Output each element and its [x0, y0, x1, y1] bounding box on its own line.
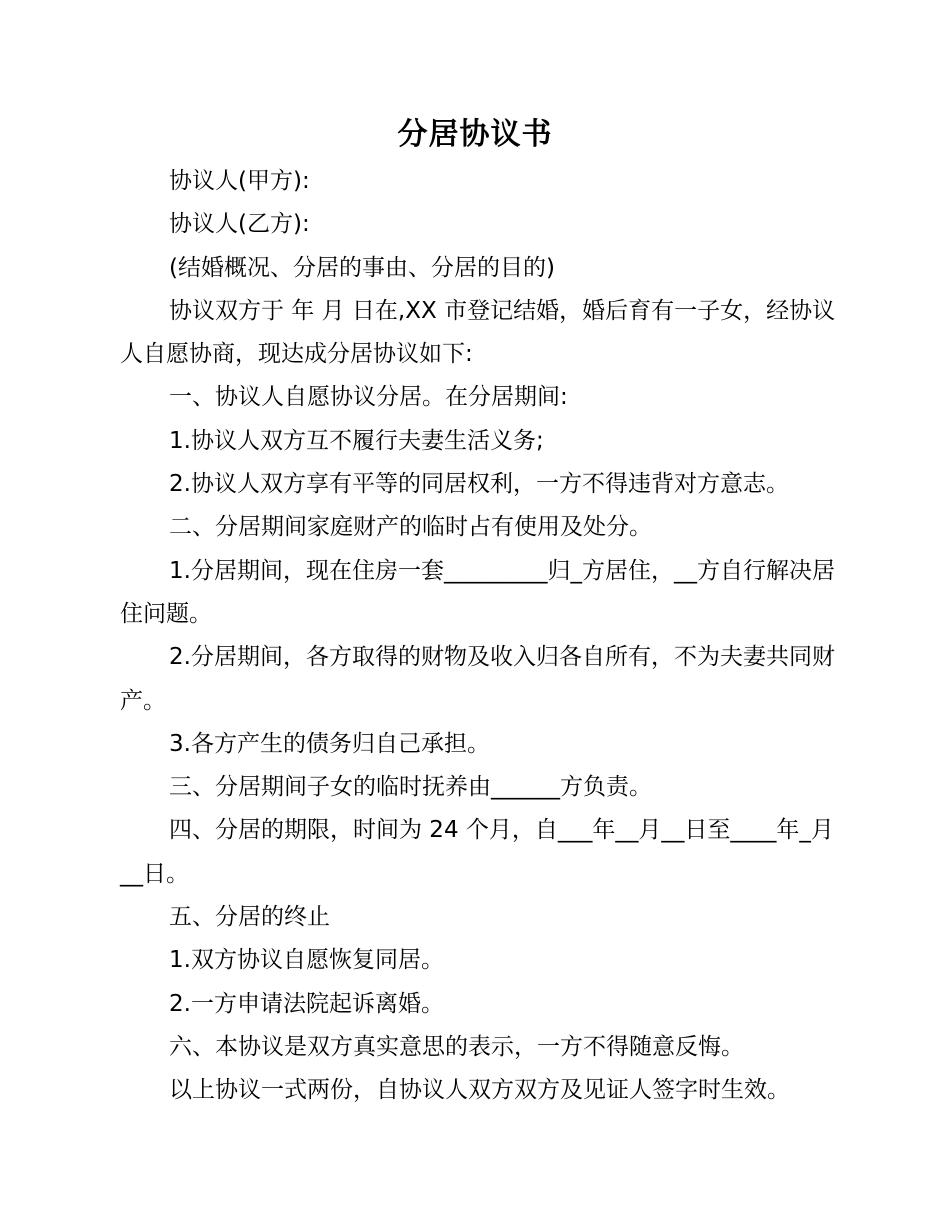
document-title: 分居协议书 [397, 117, 553, 152]
clause-3: 三、分居期间子女的临时抚养由______方负责。 [169, 774, 652, 801]
clause-2-heading: 二、分居期间家庭财产的临时占有使用及处分。 [169, 514, 652, 541]
intro-paragraph: 协议双方于 年 月 日在,XX 市登记结婚，婚后育有一子女，经协议人自愿协商，现达成分居协议如下: [120, 297, 836, 368]
clause-2-item-3: 3.各方产生的债务归自己承担。 [169, 730, 490, 757]
party-a-line: 协议人(甲方): [169, 168, 310, 194]
clause-1-item-1: 1.协议人双方互不履行夫妻生活义务; [169, 427, 544, 454]
clause-6: 六、本协议是双方真实意思的表示，一方不得随意反悔。 [169, 1033, 744, 1060]
clause-1-item-2: 2.协议人双方享有平等的同居权利，一方不得违背对方意志。 [169, 471, 789, 498]
closing-paragraph: 以上协议一式两份，自协议人双方双方及见证人签字时生效。 [169, 1077, 790, 1104]
clause-2-item-1: 1.分居期间，现在住房一套_________归_方居住，__方自行解决居住问题。 [120, 557, 835, 627]
party-b-line: 协议人(乙方): [169, 211, 310, 238]
document-body [120, 160, 840, 1113]
clause-5-item-2: 2.一方申请法院起诉离婚。 [169, 990, 444, 1017]
clause-4: 四、分居的期限，时间为 24 个月，自___年__月__日至____年_月__日。 [120, 817, 834, 887]
clause-5-item-1: 1.双方协议自愿恢复同居。 [169, 947, 444, 974]
marriage-overview-note: (结婚概况、分居的事由、分居的目的) [169, 254, 555, 281]
clause-2-item-2: 2.分居期间，各方取得的财物及收入归各自所有，不为夫妻共同财产。 [120, 644, 835, 714]
clause-1-heading: 一、协议人自愿协议分居。在分居期间: [169, 384, 568, 411]
clause-5-heading: 五、分居的终止 [169, 904, 330, 931]
